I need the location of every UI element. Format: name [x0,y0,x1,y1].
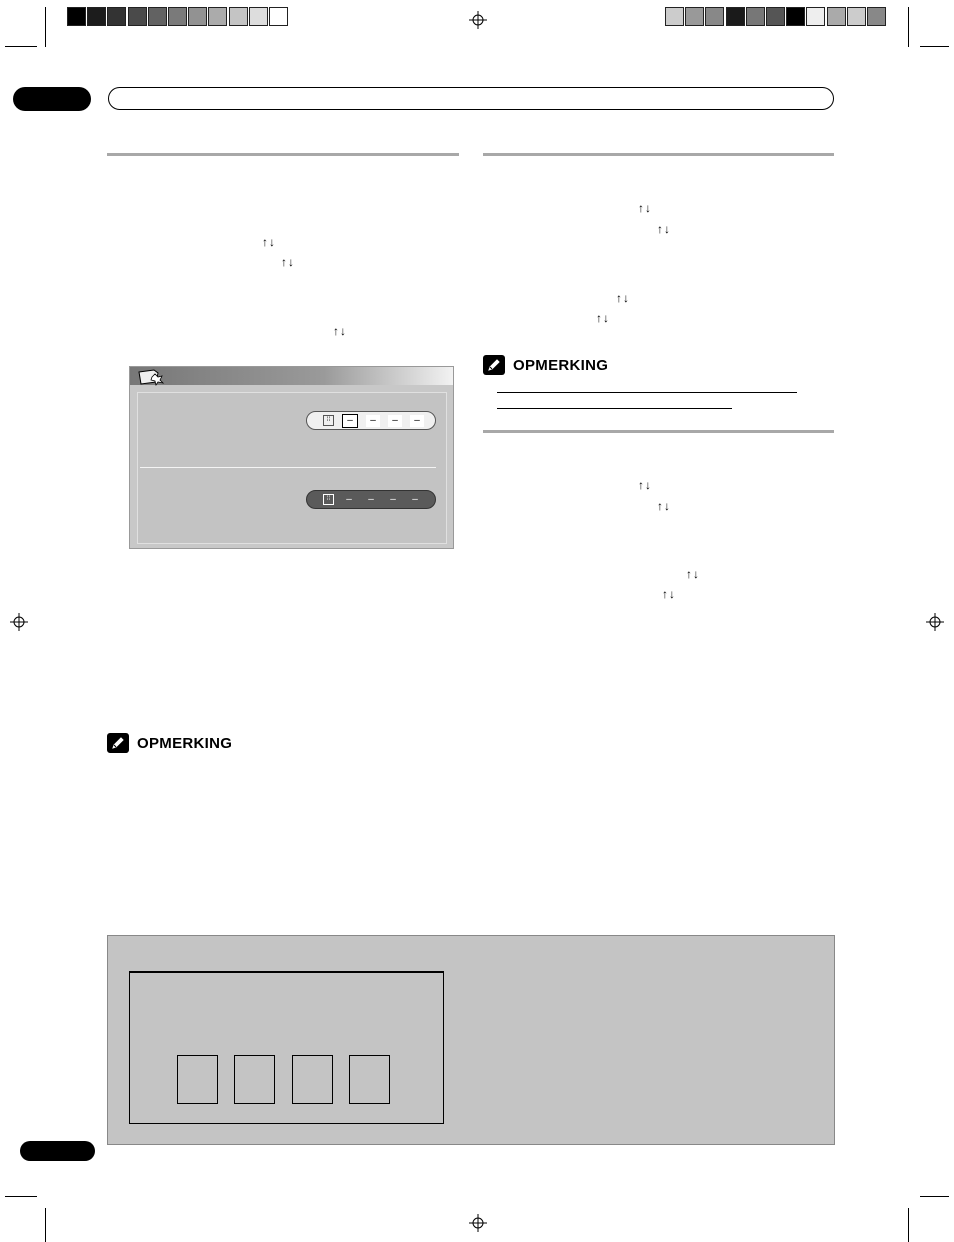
color-swatch [87,7,106,26]
osd-divider [140,467,436,468]
pin-memo-cell [292,1055,333,1104]
color-swatch [786,7,805,26]
color-swatch [665,7,684,26]
section-rule-left [107,153,459,156]
up-down-arrow-icon: ↑↓ [262,235,276,249]
note-label: OPMERKING [513,356,609,374]
page-number-tab [20,1141,95,1161]
osd-title-bar [130,367,453,385]
section-rule-right-mid [483,430,834,433]
pin-slot[interactable]: – [368,494,374,505]
up-down-arrow-icon: ↑↓ [686,567,700,581]
pin-memo-cell [349,1055,390,1104]
up-down-arrow-icon: ↑↓ [333,324,347,338]
note-underline [497,392,797,393]
color-swatch [229,7,248,26]
color-swatch [168,7,187,26]
pin-slot[interactable]: – [390,494,396,505]
color-swatch [746,7,765,26]
title-bar [108,87,834,110]
up-down-arrow-icon: ↑↓ [657,222,671,236]
pin-slot[interactable]: – [346,494,352,505]
crop-mark [920,1196,949,1197]
color-swatch [867,7,886,26]
color-swatch [685,7,704,26]
color-swatch [107,7,126,26]
up-down-arrow-icon: ↑↓ [596,311,610,325]
color-swatch [269,7,288,26]
crop-mark [5,46,37,47]
color-swatch [67,7,86,26]
color-swatch [806,7,825,26]
up-down-arrow-icon: ↑↓ [616,291,630,305]
color-swatch [726,7,745,26]
up-down-arrow-icon: ↑↓ [638,478,652,492]
note-label: OPMERKING [137,734,233,752]
section-rule-right-top [483,153,834,156]
osd-screen [129,366,454,549]
color-swatch [249,7,268,26]
crop-mark [45,7,46,47]
up-down-arrow-icon: ↑↓ [657,499,671,513]
pin-entry-active[interactable] [306,411,436,430]
keypad-icon: ⁞⁞ [323,415,334,426]
pencil-icon [107,733,129,753]
crop-mark [5,1196,37,1197]
color-swatch [705,7,724,26]
crosshair-icon [10,613,28,631]
menu-icon [136,368,166,386]
up-down-arrow-icon: ↑↓ [281,255,295,269]
pin-slot[interactable]: – [388,415,402,427]
pin-slot[interactable]: – [412,494,418,505]
color-swatch [128,7,147,26]
color-swatch [827,7,846,26]
color-swatch [847,7,866,26]
crop-mark [920,46,949,47]
pin-memo-cell [234,1055,275,1104]
color-swatch [208,7,227,26]
note-underline [497,408,732,409]
note-header-left [107,733,232,753]
crosshair-icon [469,11,487,29]
pin-entry-inactive[interactable] [306,490,436,509]
crosshair-icon [469,1214,487,1232]
crop-mark [908,1208,909,1242]
pencil-icon [483,355,505,375]
up-down-arrow-icon: ↑↓ [662,587,676,601]
pin-slot[interactable]: – [366,415,380,427]
color-swatch [188,7,207,26]
crosshair-icon [926,613,944,631]
crop-mark [908,7,909,47]
pin-slot[interactable]: – [410,415,424,427]
color-swatch [148,7,167,26]
chapter-tab [13,87,91,111]
note-header-right [483,355,608,375]
up-down-arrow-icon: ↑↓ [638,201,652,215]
keypad-icon: ⁞⁞ [323,494,334,505]
color-swatch [766,7,785,26]
pin-memo-cell [177,1055,218,1104]
pin-slot[interactable]: – [342,414,358,428]
osd-content [137,392,447,544]
crop-mark [45,1208,46,1242]
